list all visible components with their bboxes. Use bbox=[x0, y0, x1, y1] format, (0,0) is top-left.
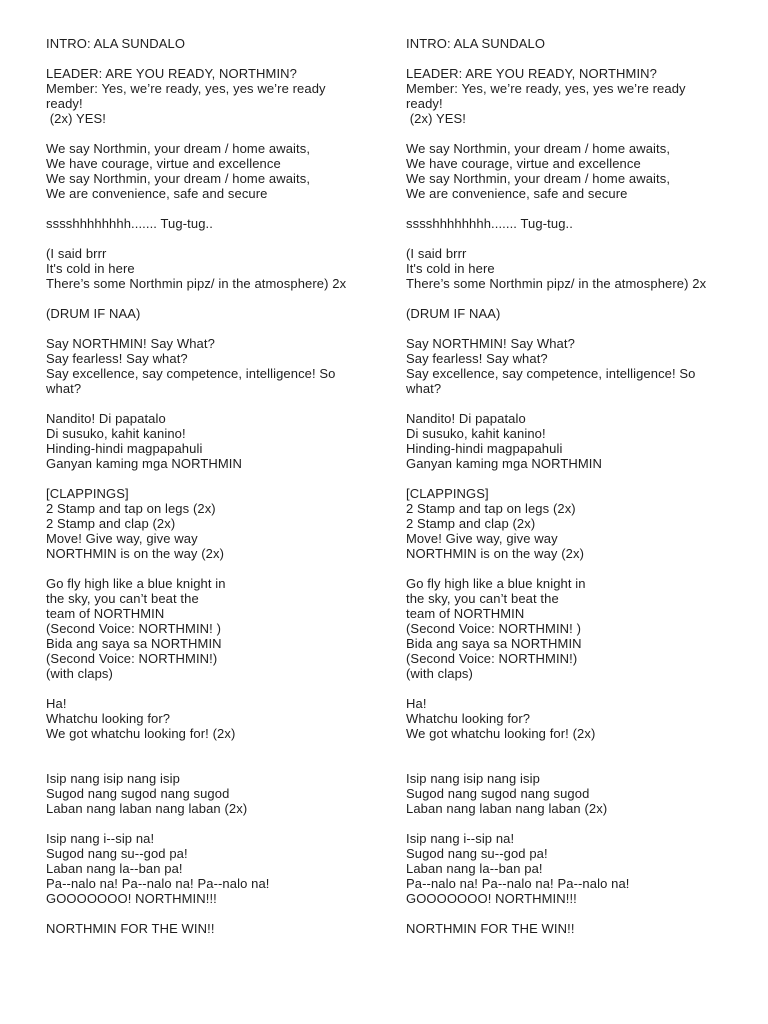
text-line: (Second Voice: NORTHMIN! ) bbox=[406, 621, 582, 636]
blank-line bbox=[46, 396, 398, 411]
blank-line bbox=[46, 51, 398, 66]
text-line: team of NORTHMIN bbox=[46, 606, 165, 621]
text-line: There’s some Northmin pipz/ in the atmosphere) 2x bbox=[46, 276, 347, 291]
text-line: (DRUM IF NAA) bbox=[406, 306, 501, 321]
text-line: Hinding-hindi magpapahuli bbox=[46, 441, 203, 456]
text-line: Laban nang la--ban pa! bbox=[46, 861, 183, 876]
text-line: Di susuko, kahit kanino! bbox=[46, 426, 186, 441]
text-line: Sugod nang su--god pa! bbox=[406, 846, 548, 861]
text-line: NORTHMIN is on the way (2x) bbox=[406, 546, 584, 561]
text-line: the sky, you can’t beat the bbox=[46, 591, 199, 606]
text-line: what? bbox=[406, 381, 442, 396]
blank-line bbox=[46, 321, 398, 336]
blank-line bbox=[406, 741, 758, 756]
text-line: Say fearless! Say what? bbox=[46, 351, 188, 366]
blank-line bbox=[46, 231, 398, 246]
text-line: (2x) YES! bbox=[46, 111, 107, 126]
blank-line bbox=[46, 291, 398, 306]
text-line: Ha! bbox=[46, 696, 67, 711]
blank-line bbox=[406, 681, 758, 696]
text-line: NORTHMIN FOR THE WIN!! bbox=[406, 921, 575, 936]
text-line: Move! Give way, give way bbox=[46, 531, 198, 546]
text-line: (I said brrr bbox=[406, 246, 467, 261]
text-line: sssshhhhhhhh....... Tug-tug.. bbox=[406, 216, 573, 231]
text-line: Whatchu looking for? bbox=[46, 711, 171, 726]
text-line: Member: Yes, we’re ready, yes, yes we’re ready bbox=[46, 81, 326, 96]
text-line: Nandito! Di papatalo bbox=[46, 411, 166, 426]
text-line: Bida ang saya sa NORTHMIN bbox=[406, 636, 582, 651]
text-line: We have courage, virtue and excellence bbox=[406, 156, 641, 171]
blank-line bbox=[406, 201, 758, 216]
blank-line bbox=[406, 51, 758, 66]
text-line: We say Northmin, your dream / home awaits, bbox=[406, 141, 671, 156]
text-line: Member: Yes, we’re ready, yes, yes we’re ready bbox=[406, 81, 686, 96]
text-line: INTRO: ALA SUNDALO bbox=[46, 36, 186, 51]
text-line: We got whatchu looking for! (2x) bbox=[46, 726, 236, 741]
text-line: ready! bbox=[406, 96, 443, 111]
text-line: team of NORTHMIN bbox=[406, 606, 525, 621]
text-line: Laban nang la--ban pa! bbox=[406, 861, 543, 876]
text-line: Di susuko, kahit kanino! bbox=[406, 426, 546, 441]
text-line: (Second Voice: NORTHMIN! ) bbox=[46, 621, 222, 636]
text-line: ready! bbox=[46, 96, 83, 111]
text-line: Sugod nang su--god pa! bbox=[46, 846, 188, 861]
text-line: Isip nang isip nang isip bbox=[46, 771, 180, 786]
text-line: (I said brrr bbox=[46, 246, 107, 261]
text-line: We say Northmin, your dream / home awaits, bbox=[46, 141, 311, 156]
text-line: We have courage, virtue and excellence bbox=[46, 156, 281, 171]
text-line: We say Northmin, your dream / home awaits, bbox=[46, 171, 311, 186]
text-line: Ganyan kaming mga NORTHMIN bbox=[406, 456, 602, 471]
blank-line bbox=[46, 126, 398, 141]
text-line: Bida ang saya sa NORTHMIN bbox=[46, 636, 222, 651]
blank-line bbox=[406, 906, 758, 921]
text-line: Say NORTHMIN! Say What? bbox=[406, 336, 575, 351]
blank-line bbox=[46, 681, 398, 696]
text-line: 2 Stamp and clap (2x) bbox=[406, 516, 536, 531]
blank-line bbox=[46, 816, 398, 831]
blank-line bbox=[46, 201, 398, 216]
text-line: Whatchu looking for? bbox=[406, 711, 531, 726]
text-line: It's cold in here bbox=[46, 261, 135, 276]
blank-line bbox=[46, 471, 398, 486]
text-line: We are convenience, safe and secure bbox=[406, 186, 628, 201]
text-line: Go fly high like a blue knight in bbox=[46, 576, 226, 591]
text-line: Hinding-hindi magpapahuli bbox=[406, 441, 563, 456]
blank-line bbox=[406, 321, 758, 336]
text-line: what? bbox=[46, 381, 82, 396]
text-line: Isip nang i--sip na! bbox=[406, 831, 515, 846]
text-line: 2 Stamp and clap (2x) bbox=[46, 516, 176, 531]
text-line: We say Northmin, your dream / home awaits, bbox=[406, 171, 671, 186]
lyrics-column-left bbox=[46, 36, 398, 936]
blank-line bbox=[46, 741, 398, 756]
blank-line bbox=[406, 756, 758, 771]
text-line: Ha! bbox=[406, 696, 427, 711]
text-line: Laban nang laban nang laban (2x) bbox=[46, 801, 248, 816]
blank-line bbox=[46, 756, 398, 771]
lyrics-column-right bbox=[406, 36, 758, 936]
blank-line bbox=[406, 396, 758, 411]
text-line: It's cold in here bbox=[406, 261, 495, 276]
text-line: There’s some Northmin pipz/ in the atmosphere) 2x bbox=[406, 276, 707, 291]
text-line: Nandito! Di papatalo bbox=[406, 411, 526, 426]
text-line: (Second Voice: NORTHMIN!) bbox=[46, 651, 218, 666]
text-line: Isip nang i--sip na! bbox=[46, 831, 155, 846]
text-line: 2 Stamp and tap on legs (2x) bbox=[46, 501, 216, 516]
text-line: Ganyan kaming mga NORTHMIN bbox=[46, 456, 242, 471]
blank-line bbox=[406, 291, 758, 306]
text-line: Say excellence, say competence, intelligence! So bbox=[46, 366, 336, 381]
blank-line bbox=[406, 561, 758, 576]
text-line: INTRO: ALA SUNDALO bbox=[406, 36, 546, 51]
text-line: [CLAPPINGS] bbox=[406, 486, 489, 501]
text-line: Sugod nang sugod nang sugod bbox=[406, 786, 590, 801]
text-line: Say excellence, say competence, intelligence! So bbox=[406, 366, 696, 381]
text-line: GOOOOOOO! NORTHMIN!!! bbox=[46, 891, 217, 906]
text-line: 2 Stamp and tap on legs (2x) bbox=[406, 501, 576, 516]
text-line: Pa--nalo na! Pa--nalo na! Pa--nalo na! bbox=[46, 876, 270, 891]
text-line: (DRUM IF NAA) bbox=[46, 306, 141, 321]
blank-line bbox=[46, 906, 398, 921]
text-line: We got whatchu looking for! (2x) bbox=[406, 726, 596, 741]
text-line: (Second Voice: NORTHMIN!) bbox=[406, 651, 578, 666]
text-line: LEADER: ARE YOU READY, NORTHMIN? bbox=[46, 66, 297, 81]
blank-line bbox=[406, 126, 758, 141]
blank-line bbox=[46, 561, 398, 576]
text-line: Pa--nalo na! Pa--nalo na! Pa--nalo na! bbox=[406, 876, 630, 891]
text-line: Move! Give way, give way bbox=[406, 531, 558, 546]
text-line: Sugod nang sugod nang sugod bbox=[46, 786, 230, 801]
text-line: NORTHMIN FOR THE WIN!! bbox=[46, 921, 215, 936]
text-line: Say fearless! Say what? bbox=[406, 351, 548, 366]
text-line: Say NORTHMIN! Say What? bbox=[46, 336, 215, 351]
blank-line bbox=[406, 471, 758, 486]
text-line: NORTHMIN is on the way (2x) bbox=[46, 546, 224, 561]
text-line: (with claps) bbox=[406, 666, 473, 681]
text-line: the sky, you can’t beat the bbox=[406, 591, 559, 606]
text-line: Laban nang laban nang laban (2x) bbox=[406, 801, 608, 816]
text-line: [CLAPPINGS] bbox=[46, 486, 129, 501]
text-line: sssshhhhhhhh....... Tug-tug.. bbox=[46, 216, 213, 231]
text-line: Go fly high like a blue knight in bbox=[406, 576, 586, 591]
text-line: We are convenience, safe and secure bbox=[46, 186, 268, 201]
text-line: GOOOOOOO! NORTHMIN!!! bbox=[406, 891, 577, 906]
blank-line bbox=[406, 231, 758, 246]
text-line: (2x) YES! bbox=[406, 111, 467, 126]
text-line: Isip nang isip nang isip bbox=[406, 771, 540, 786]
text-line: LEADER: ARE YOU READY, NORTHMIN? bbox=[406, 66, 657, 81]
blank-line bbox=[406, 816, 758, 831]
text-line: (with claps) bbox=[46, 666, 113, 681]
